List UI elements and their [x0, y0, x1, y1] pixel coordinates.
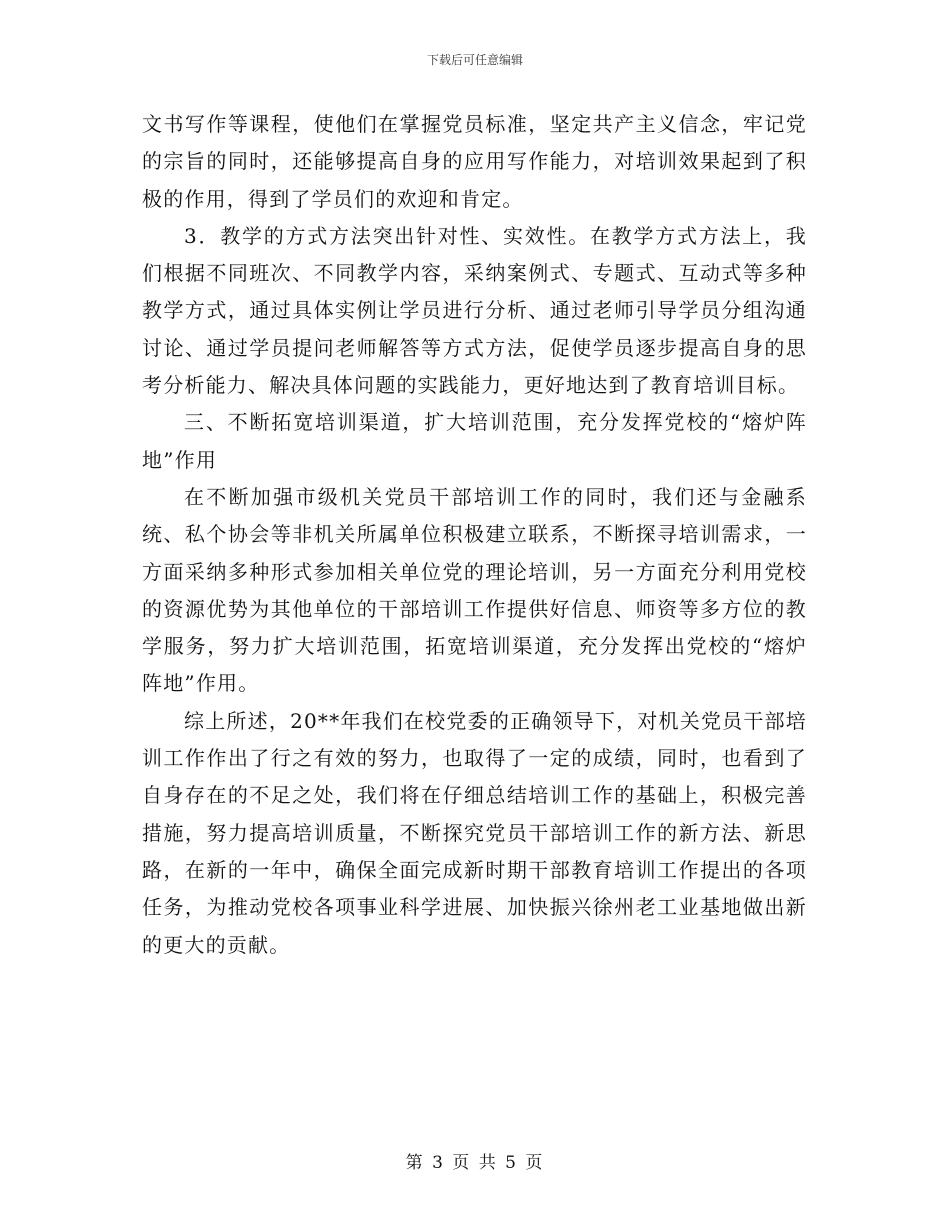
- paragraph-teaching-methods: 3．教学的方式方法突出针对性、实效性。在教学方式方法上，我们根据不同班次、不同教学内容，采纳案例式、专题式、互动式等多种教学方式，通过具体实例让学员进行分析、通过老师引导学员分组沟通讨论、通过学员提问老师解答等方式方法，促使学员逐步提高自身的思考分析能力、解决具体问题的实践能力，更好地达到了教育培训目标。: [142, 223, 807, 398]
- page-number-footer: 第 3 页 共 5 页: [405, 1153, 545, 1173]
- paragraph-training-channels: 在不断加强市级机关党员干部培训工作的同时，我们还与金融系统、私个协会等非机关所属单位积极建立联系，不断探寻培训需求，一方面采纳多种形式参加相关单位党的理论培训，另一方面充分利用党校的资源优势为其他单位的干部培训工作提供好信息、师资等多方位的教学服务，努力扩大培训范围，拓宽培训渠道，充分发挥出党校的“熔炉阵地”作用。: [142, 484, 807, 696]
- section-heading-three: 三、不断拓宽培训渠道，扩大培训范围，充分发挥党校的“熔炉阵地”作用: [142, 410, 807, 472]
- document-body: [142, 106, 807, 964]
- paragraph-summary: 综上所述，20**年我们在校党委的正确领导下，对机关党员干部培训工作作出了行之有效的努力，也取得了一定的成绩，同时，也看到了自身存在的不足之处，我们将在仔细总结培训工作的基础上，积极完善措施，努力提高培训质量，不断探究党员干部培训工作的新方法、新思路，在新的一年中，确保全面完成新时期干部教育培训工作提出的各项任务，为推动党校各项事业科学进展、加快振兴徐州老工业基地做出新的更大的贡献。: [142, 708, 807, 957]
- paragraph-continuation: 文书写作等课程，使他们在掌握党员标准，坚定共产主义信念，牢记党的宗旨的同时，还能够提高自身的应用写作能力，对培训效果起到了积极的作用，得到了学员们的欢迎和肯定。: [142, 112, 807, 211]
- page-header: 下载后可任意编辑: [426, 53, 523, 67]
